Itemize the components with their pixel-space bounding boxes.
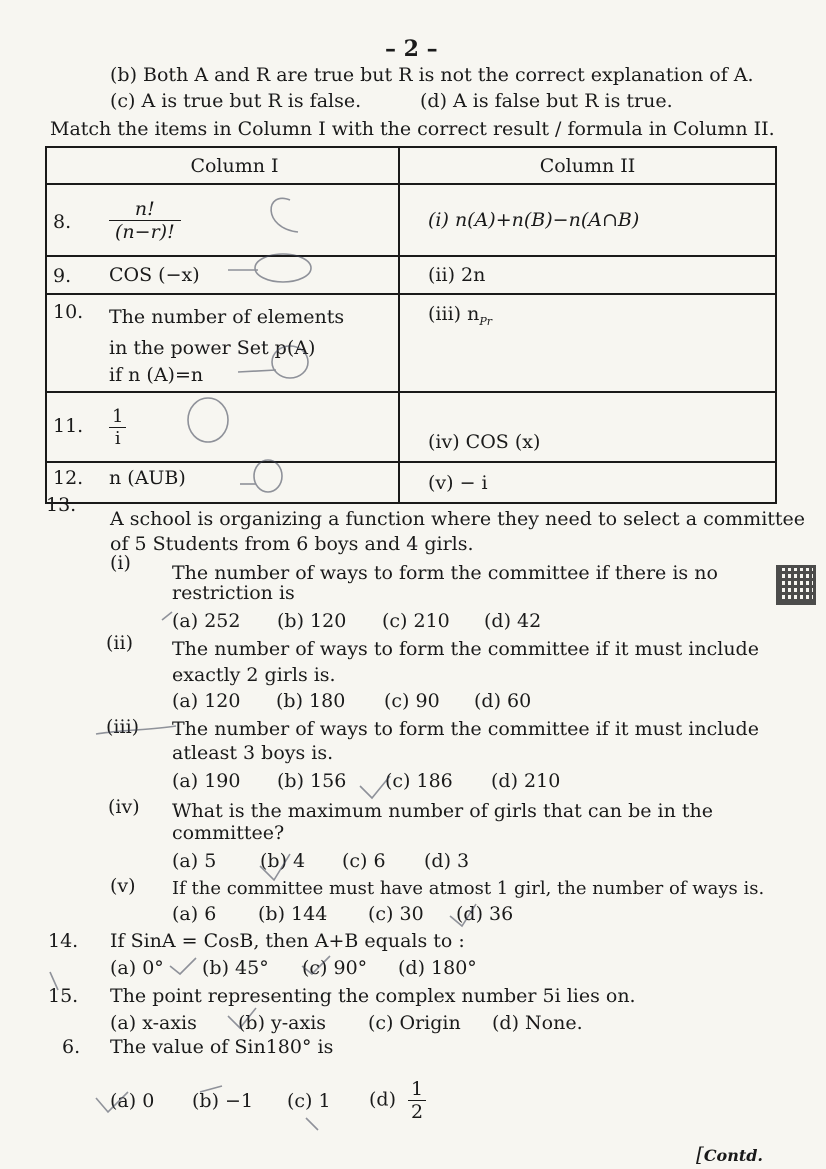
fraction-denominator: (n−r)! <box>115 220 175 243</box>
q15-stem: The point representing the complex number 5i lies on. <box>110 985 636 1007</box>
row-11-col2 <box>399 392 776 462</box>
row-number: 8. <box>53 211 72 233</box>
q13-stem-line1: A school is organizing a function where they need to select a committee <box>110 508 806 530</box>
option-a: (a) 252 <box>172 610 241 632</box>
option-b-carry: (b) Both A and R are true but R is not the correct explanation of A. <box>110 64 754 86</box>
option-d: (d) None. <box>492 1012 583 1034</box>
item-text: n (AUB) <box>109 467 186 489</box>
option-d: (d) 3 <box>424 850 470 872</box>
part-iii-options <box>172 770 560 792</box>
row-number: 10. <box>53 301 84 323</box>
option-c: (c) 210 <box>382 610 450 632</box>
q15-number: 15. <box>48 985 79 1007</box>
option-d-carry: (d) A is false but R is true. <box>420 90 673 112</box>
answer-text: (v) − i <box>428 471 488 494</box>
option-d: (d) 210 <box>491 770 561 792</box>
part-label: (iv) <box>108 796 140 818</box>
option-c: (c) 186 <box>385 770 453 792</box>
q14-stem: If SinA = CosB, then A+B equals to : <box>110 930 465 952</box>
option-a: (a) 190 <box>172 770 241 792</box>
option-c: (c) 6 <box>342 850 386 872</box>
row-11-col1 <box>46 392 399 462</box>
part-iv-text: What is the maximum number of girls that can be in the <box>172 800 713 822</box>
option-b: (b) 120 <box>277 610 347 632</box>
q13-number: 13. <box>46 494 77 516</box>
row-12-col1 <box>46 462 399 503</box>
part-label: (iii) <box>106 716 140 738</box>
part-ii-options <box>172 690 531 712</box>
item-text: if n (A)=n <box>109 364 204 386</box>
fraction-one-over-i: $\frac{1}{i}$ <box>109 406 126 449</box>
option-b: (b) −1 <box>192 1089 254 1112</box>
item-text: in the power Set p(A) <box>109 337 316 359</box>
part-i-text2: restriction is <box>172 582 295 604</box>
option-a: (a) 0° <box>110 957 164 979</box>
q14-options <box>110 957 477 979</box>
column-1-header: Column I <box>46 147 399 184</box>
match-table <box>45 146 777 504</box>
part-iii-text: The number of ways to form the committee if it must include <box>172 718 759 740</box>
option-d: (d) 180° <box>398 957 477 979</box>
option-a: (a) 5 <box>172 850 217 872</box>
option-c: (c) 90° <box>302 957 368 979</box>
part-v-text: If the committee must have atmost 1 girl, the number of ways is. <box>172 878 765 899</box>
row-number: 12. <box>53 467 84 489</box>
option-d: (d) 60 <box>474 690 532 712</box>
answer-text: (iv) COS (x) <box>428 431 541 453</box>
qr-code-icon <box>776 565 816 605</box>
part-v-options <box>172 903 513 925</box>
row-12-col2 <box>399 462 776 503</box>
option-d: (d) 42 <box>484 610 542 632</box>
part-iv-options <box>172 850 469 872</box>
option-a: (a) 120 <box>172 690 241 712</box>
part-label: (ii) <box>106 632 133 654</box>
option-b: (b) 144 <box>258 903 328 925</box>
item-text: The number of elements <box>109 306 345 328</box>
part-iii-text2: atleast 3 boys is. <box>172 742 334 764</box>
option-b: (b) y-axis <box>238 1012 327 1034</box>
row-8-col2 <box>399 184 776 256</box>
match-instruction: Match the items in Column I with the correct result / formula in Column II. <box>50 118 775 140</box>
fraction-numerator: n! <box>134 197 155 220</box>
row-9-col2 <box>399 256 776 294</box>
table-row <box>46 392 776 462</box>
part-ii-text2: exactly 2 girls is. <box>172 664 336 686</box>
row-10-col2 <box>399 294 776 392</box>
option-b: (b) 4 <box>260 850 306 872</box>
option-c: (c) 90 <box>384 690 440 712</box>
option-c: (c) 30 <box>368 903 424 925</box>
table-row <box>46 294 776 392</box>
row-number: 11. <box>53 415 84 437</box>
row-9-col1 <box>46 256 399 294</box>
row-10-col1 <box>46 294 399 392</box>
continued-label: [Contd. <box>696 1142 763 1166</box>
part-i-text: The number of ways to form the committee if there is no <box>172 562 718 584</box>
option-a: (a) x-axis <box>110 1012 197 1034</box>
part-label: (i) <box>110 552 131 574</box>
option-c-carry: (c) A is true but R is false. <box>110 90 362 112</box>
q16-stem: The value of Sin180° is <box>110 1036 334 1058</box>
column-2-header: Column II <box>399 147 776 184</box>
part-ii-text: The number of ways to form the committee if it must include <box>172 638 759 660</box>
q16-options <box>110 1078 426 1123</box>
option-c: (c) Origin <box>368 1012 461 1034</box>
option-d: (d) 36 <box>456 903 514 925</box>
answer-text: (i) n(A)+n(B)−n(A∩B) <box>428 209 640 231</box>
table-row <box>46 462 776 503</box>
option-b: (b) 45° <box>202 957 269 979</box>
table-row <box>46 184 776 256</box>
option-b: (b) 156 <box>277 770 347 792</box>
q15-options <box>110 1012 583 1034</box>
table-header-row <box>46 147 776 184</box>
option-a: (a) 0 <box>110 1089 155 1112</box>
fraction-n-factorial <box>109 198 181 243</box>
answer-text: (ii) 2n <box>428 264 486 286</box>
page-number: – 2 – <box>385 36 438 62</box>
part-label: (v) <box>110 875 136 897</box>
part-iv-text2: committee? <box>172 822 285 844</box>
part-i-options <box>172 610 541 632</box>
row-number: 9. <box>53 265 72 287</box>
option-d: (d) $\frac{1}{2}$ <box>369 1078 426 1123</box>
q13-stem-line2: of 5 Students from 6 boys and 4 girls. <box>110 533 474 555</box>
table-row <box>46 256 776 294</box>
q14-number: 14. <box>48 930 79 952</box>
fraction-one-half: $\frac{1}{2}$ <box>408 1078 426 1123</box>
option-c: (c) 1 <box>287 1089 331 1112</box>
q16-number: 6. <box>62 1036 81 1058</box>
option-b: (b) 180 <box>276 690 346 712</box>
row-8-col1 <box>46 184 399 256</box>
item-text: COS (−x) <box>109 264 200 286</box>
option-a: (a) 6 <box>172 903 217 925</box>
answer-text: (iii) $n_{Pr}$ <box>428 303 493 328</box>
